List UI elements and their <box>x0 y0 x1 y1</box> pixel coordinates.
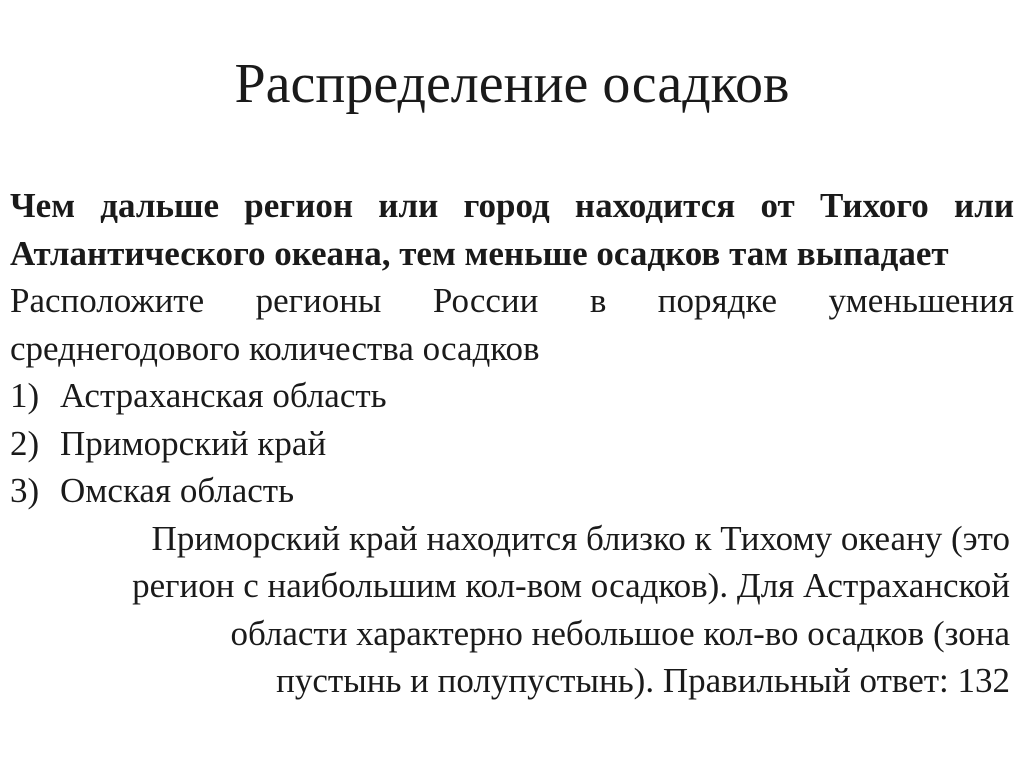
task-statement: Расположите регионы России в порядке уменьшения среднегодового количества осадков <box>10 281 1014 368</box>
option-number: 1) <box>10 376 40 415</box>
option-item <box>10 372 1014 420</box>
option-item <box>10 420 1014 468</box>
answer-line: Приморский край находится близко к Тихому океану (это <box>151 518 1010 558</box>
answer-line: области характерно небольшое кол-во осадков (зона <box>230 613 1010 653</box>
option-label: Приморский край <box>60 423 327 463</box>
answer-explanation <box>10 515 1014 705</box>
option-number: 2) <box>10 423 40 463</box>
option-number: 3) <box>10 471 40 510</box>
option-label: Омская область <box>60 471 295 510</box>
slide-content <box>10 182 1014 705</box>
rule-statement: Чем дальше регион или город находится от Тихого или Атлантического океана, тем меньше осадков там выпадает <box>10 186 1014 273</box>
options-list <box>10 372 1014 515</box>
answer-line: регион с наибольшим кол-вом осадков). Для Астраханской <box>132 566 1010 605</box>
answer-line: пустынь и полупустынь). Правильный ответ: 132 <box>276 661 1010 700</box>
option-label: Астраханская область <box>60 376 387 415</box>
option-item <box>10 467 1014 515</box>
slide-title: Распределение осадков <box>234 53 790 115</box>
